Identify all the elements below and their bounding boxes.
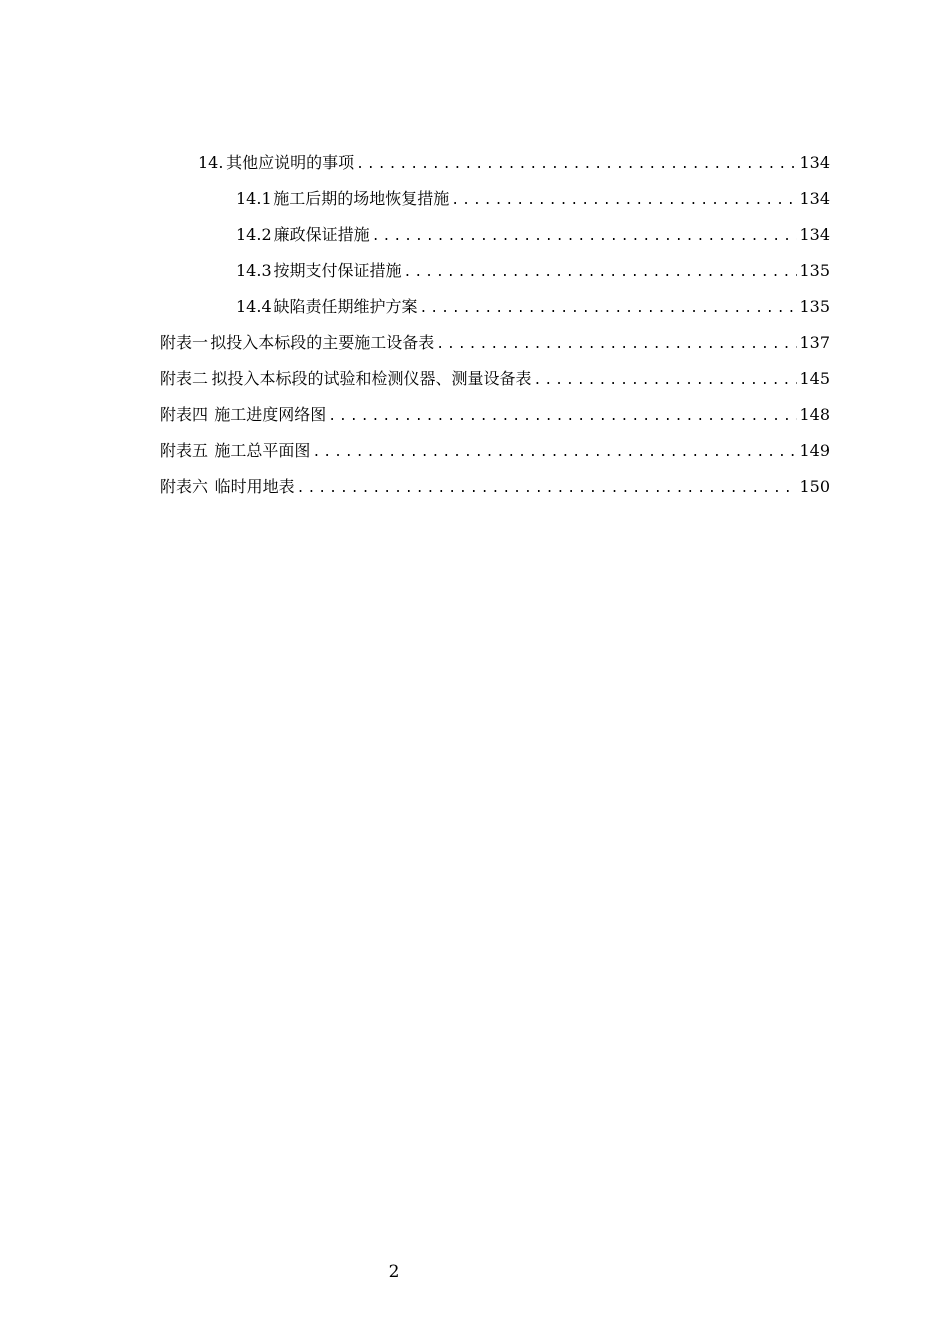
toc-entry-number: 14.3	[236, 261, 272, 280]
toc-entry-number: 附表五	[160, 441, 209, 460]
toc-entry-number: 14.4	[236, 297, 272, 316]
toc-entry-appendix-2[interactable]	[160, 361, 830, 397]
toc-entry-title: 拟投入本标段的主要施工设备表	[210, 333, 435, 352]
toc-entry-page: 135	[799, 261, 830, 280]
toc-entry-page: 135	[799, 297, 830, 316]
toc-entry-page: 148	[799, 405, 830, 424]
toc-entry-appendix-6[interactable]	[160, 469, 830, 505]
toc-dot-leader	[328, 399, 797, 435]
toc-dot-leader	[297, 471, 798, 507]
toc-entry-14-2[interactable]	[160, 217, 830, 253]
toc-dot-leader	[436, 327, 797, 363]
toc-entry-title: 按期支付保证措施	[273, 261, 402, 280]
toc-entry-title: 拟投入本标段的试验和检测仪器、测量设备表	[211, 369, 532, 388]
toc-entry-title: 施工总平面图	[214, 441, 311, 460]
toc-entry-number: 附表六	[160, 477, 209, 496]
toc-entry-page: 134	[799, 153, 830, 172]
toc-entry-number: 附表四	[160, 405, 209, 424]
toc-entry-number: 附表二	[160, 369, 209, 388]
page-number: 2	[388, 1262, 400, 1282]
toc-entry-title: 廉政保证措施	[273, 225, 370, 244]
toc-entry-number: 14.1	[236, 189, 272, 208]
toc-entry-title: 临时用地表	[214, 477, 295, 496]
toc-dot-leader	[419, 291, 797, 327]
toc-entry-title: 缺陷责任期维护方案	[273, 297, 418, 316]
toc-entry-number: 14.2	[236, 225, 272, 244]
toc-entry-appendix-1[interactable]	[160, 325, 830, 361]
toc-dot-leader	[451, 183, 797, 219]
toc-entry-title: 其他应说明的事项	[226, 153, 355, 172]
toc-dot-leader	[534, 363, 798, 399]
toc-entry-page: 134	[799, 189, 830, 208]
toc-entry-title: 施工后期的场地恢复措施	[273, 189, 450, 208]
toc-entry-14-3[interactable]	[160, 253, 830, 289]
toc-entry-page: 134	[799, 225, 830, 244]
toc-dot-leader	[312, 435, 797, 471]
toc-entry-14-1[interactable]	[160, 181, 830, 217]
toc-entry-14[interactable]	[160, 145, 830, 181]
table-of-contents	[160, 145, 830, 505]
toc-entry-number: 14.	[198, 153, 224, 172]
toc-entry-page: 145	[799, 369, 830, 388]
toc-entry-number: 附表一	[160, 333, 209, 352]
toc-dot-leader	[372, 219, 798, 255]
toc-entry-page: 149	[799, 441, 830, 460]
toc-entry-appendix-4[interactable]	[160, 397, 830, 433]
toc-entry-14-4[interactable]	[160, 289, 830, 325]
toc-entry-appendix-5[interactable]	[160, 433, 830, 469]
toc-entry-page: 150	[799, 477, 830, 496]
toc-dot-leader	[356, 147, 797, 183]
toc-entry-page: 137	[799, 333, 830, 352]
toc-entry-title: 施工进度网络图	[214, 405, 327, 424]
toc-dot-leader	[404, 255, 798, 291]
